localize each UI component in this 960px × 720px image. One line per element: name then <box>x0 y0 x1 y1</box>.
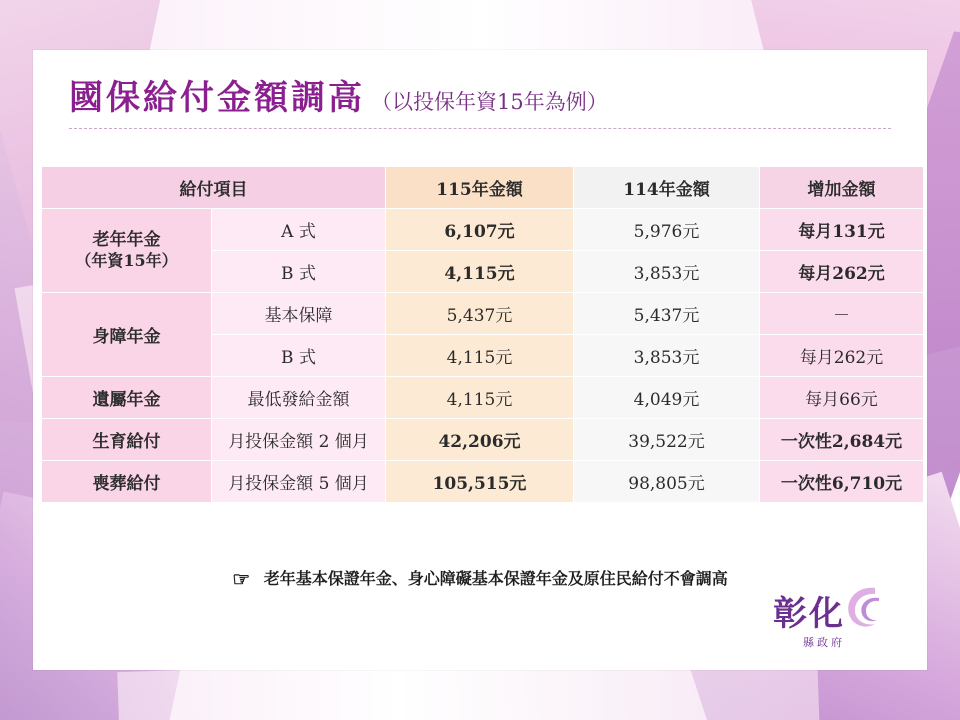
col-header-115: 115年金額 <box>386 167 574 209</box>
row-increase: 一次性2,684元 <box>760 419 924 461</box>
row-amount-114: 98,805元 <box>574 461 760 503</box>
swirl-icon <box>835 582 887 634</box>
row-category-disability: 身障年金 <box>42 293 212 377</box>
table-header-row <box>42 167 924 209</box>
row-item: 基本保障 <box>212 293 386 335</box>
row-amount-114: 3,853元 <box>574 251 760 293</box>
row-category-line1: 老年年金 <box>92 230 161 251</box>
row-amount-115: 4,115元 <box>386 335 574 377</box>
benefit-table-wrapper <box>41 166 919 503</box>
table-row <box>42 293 924 335</box>
col-header-item: 給付項目 <box>42 167 386 209</box>
row-increase: 每月131元 <box>760 209 924 251</box>
title-divider <box>69 128 891 129</box>
row-amount-115: 6,107元 <box>386 209 574 251</box>
row-amount-115: 4,115元 <box>386 377 574 419</box>
row-increase: 每月262元 <box>760 335 924 377</box>
row-amount-114: 5,437元 <box>574 293 760 335</box>
table-row <box>42 461 924 503</box>
row-item: 月投保金額 5 個月 <box>212 461 386 503</box>
row-amount-115: 4,115元 <box>386 251 574 293</box>
organization-logo <box>773 582 893 652</box>
benefit-table <box>41 166 924 503</box>
pointing-hand-icon: ☞ <box>232 567 251 591</box>
row-category-old-age <box>42 209 212 293</box>
row-amount-115: 42,206元 <box>386 419 574 461</box>
footnote-text: 老年基本保證年金、身心障礙基本保證年金及原住民給付不會調高 <box>263 569 728 588</box>
row-item: 月投保金額 2 個月 <box>212 419 386 461</box>
col-header-114: 114年金額 <box>574 167 760 209</box>
table-row <box>42 419 924 461</box>
page-title: 國保給付金額調高 <box>69 78 365 118</box>
row-item: B 式 <box>212 251 386 293</box>
row-category-survivor: 遺屬年金 <box>42 377 212 419</box>
table-row <box>42 209 924 251</box>
col-header-increase: 增加金額 <box>760 167 924 209</box>
row-increase: 每月66元 <box>760 377 924 419</box>
row-increase: 一次性6,710元 <box>760 461 924 503</box>
row-amount-115: 5,437元 <box>386 293 574 335</box>
row-category-maternity: 生育給付 <box>42 419 212 461</box>
row-amount-114: 3,853元 <box>574 335 760 377</box>
row-category-funeral: 喪葬給付 <box>42 461 212 503</box>
row-item: B 式 <box>212 335 386 377</box>
row-amount-115: 105,515元 <box>386 461 574 503</box>
row-item: A 式 <box>212 209 386 251</box>
row-item: 最低發給金額 <box>212 377 386 419</box>
row-category-line2: （年資15年） <box>75 251 178 271</box>
content-card <box>33 50 927 670</box>
row-amount-114: 39,522元 <box>574 419 760 461</box>
row-amount-114: 4,049元 <box>574 377 760 419</box>
row-increase: － <box>760 293 924 335</box>
row-increase: 每月262元 <box>760 251 924 293</box>
slide-title <box>69 70 608 119</box>
decor-top-strip <box>120 0 840 50</box>
row-amount-114: 5,976元 <box>574 209 760 251</box>
page-subtitle: （以投保年資15年為例） <box>371 90 608 114</box>
logo-subtext: 縣政府 <box>803 636 845 649</box>
table-row <box>42 377 924 419</box>
logo-text: 彰化 <box>773 594 845 634</box>
